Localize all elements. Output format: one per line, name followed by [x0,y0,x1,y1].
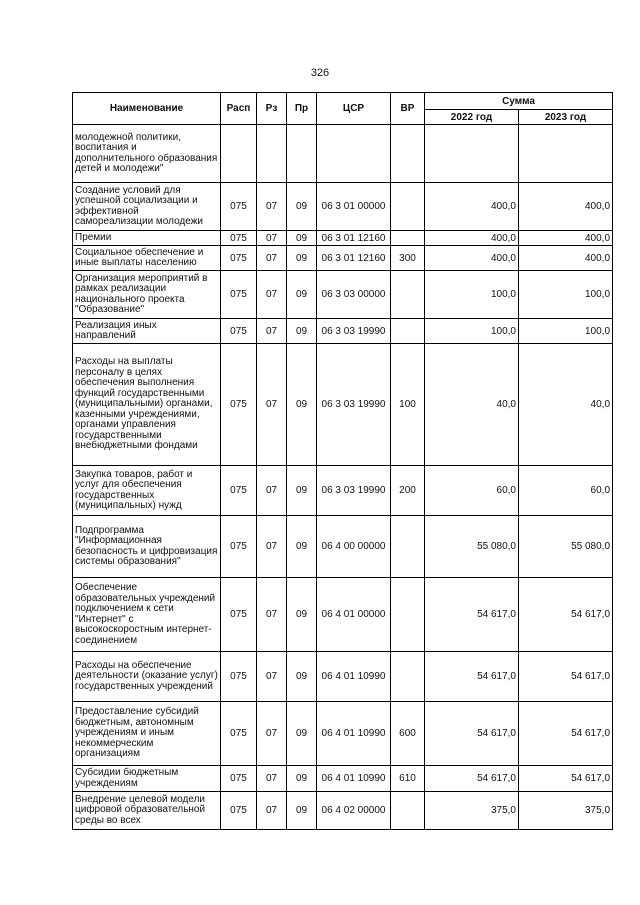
row-rz [257,125,287,183]
row-vr: 300 [391,246,425,271]
row-csr: 06 3 03 19990 [317,319,391,344]
row-rasp: 075 [221,792,257,830]
row-pr: 09 [287,578,317,652]
row-sum-2023: 54 617,0 [519,766,613,792]
row-rasp: 075 [221,344,257,466]
row-name: Создание условий для успешной социализации и эффективной самореализации молодежи [73,183,221,231]
row-vr [391,578,425,652]
row-rz: 07 [257,578,287,652]
row-vr: 610 [391,766,425,792]
row-sum-2023: 54 617,0 [519,578,613,652]
row-pr: 09 [287,344,317,466]
row-pr: 09 [287,466,317,516]
row-csr: 06 4 01 10990 [317,652,391,702]
row-name: Социальное обеспечение и иные выплаты населению [73,246,221,271]
header-2023: 2023 год [519,110,613,125]
row-sum-2022: 54 617,0 [425,652,519,702]
row-rz: 07 [257,271,287,319]
table-row [73,466,613,516]
row-vr [391,792,425,830]
row-rasp: 075 [221,271,257,319]
row-name: Закупка товаров, работ и услуг для обеспечения государственных (муниципальных) нужд [73,466,221,516]
row-sum-2022 [425,125,519,183]
row-pr: 09 [287,231,317,246]
row-rasp: 075 [221,652,257,702]
row-csr [317,125,391,183]
row-rasp: 075 [221,702,257,766]
row-pr: 09 [287,271,317,319]
row-csr: 06 3 01 00000 [317,183,391,231]
row-csr: 06 4 01 00000 [317,578,391,652]
page-number: 326 [310,67,330,79]
table-row [73,231,613,246]
row-rz: 07 [257,792,287,830]
row-sum-2023: 54 617,0 [519,652,613,702]
row-vr: 600 [391,702,425,766]
row-sum-2022: 100,0 [425,319,519,344]
row-vr [391,516,425,578]
row-rasp: 075 [221,183,257,231]
row-sum-2023: 60,0 [519,466,613,516]
row-sum-2023: 55 080,0 [519,516,613,578]
table-row [73,319,613,344]
row-csr: 06 4 01 10990 [317,702,391,766]
row-name: Внедрение целевой модели цифровой образовательной среды во всех [73,792,221,830]
row-pr: 09 [287,516,317,578]
table-row [73,792,613,830]
row-pr: 09 [287,183,317,231]
row-rz: 07 [257,652,287,702]
row-rz: 07 [257,319,287,344]
row-name: Реализация иных направлений [73,319,221,344]
row-rz: 07 [257,246,287,271]
row-rz: 07 [257,344,287,466]
row-sum-2023: 400,0 [519,246,613,271]
row-csr: 06 4 02 00000 [317,792,391,830]
row-rz: 07 [257,516,287,578]
row-rz: 07 [257,231,287,246]
row-name: Организация мероприятий в рамках реализации национального проекта "Образование" [73,271,221,319]
budget-table [72,92,613,830]
row-rasp: 075 [221,466,257,516]
row-rasp: 075 [221,516,257,578]
row-vr [391,125,425,183]
row-rasp: 075 [221,246,257,271]
row-pr: 09 [287,652,317,702]
row-sum-2022: 55 080,0 [425,516,519,578]
row-name: Расходы на выплаты персоналу в целях обеспечения выполнения функций государственными (муниципальными) органами, казенными учреждениями, органами управления государственными внебюджетными фондами [73,344,221,466]
row-name: молодежной политики, воспитания и дополнительного образования детей и молодежи" [73,125,221,183]
row-sum-2023: 100,0 [519,319,613,344]
table-row [73,183,613,231]
row-csr: 06 4 01 10990 [317,766,391,792]
header-pr: Пр [287,93,317,125]
row-sum-2023: 100,0 [519,271,613,319]
row-pr: 09 [287,702,317,766]
row-csr: 06 3 03 19990 [317,344,391,466]
row-name: Расходы на обеспечение деятельности (оказание услуг) государственных учреждений [73,652,221,702]
row-rasp: 075 [221,231,257,246]
row-vr: 200 [391,466,425,516]
row-vr [391,183,425,231]
row-sum-2022: 54 617,0 [425,766,519,792]
row-vr [391,271,425,319]
row-sum-2022: 54 617,0 [425,702,519,766]
row-pr: 09 [287,319,317,344]
row-rz: 07 [257,183,287,231]
row-csr: 06 3 01 12160 [317,246,391,271]
table-row [73,125,613,183]
row-sum-2022: 375,0 [425,792,519,830]
row-rz: 07 [257,466,287,516]
table-row [73,271,613,319]
row-sum-2023: 400,0 [519,183,613,231]
table-body [73,125,613,830]
row-rasp: 075 [221,578,257,652]
row-sum-2023: 40,0 [519,344,613,466]
row-sum-2022: 400,0 [425,246,519,271]
row-pr: 09 [287,792,317,830]
row-vr [391,231,425,246]
header-name: Наименование [73,93,221,125]
row-csr: 06 3 01 12160 [317,231,391,246]
row-pr: 09 [287,766,317,792]
row-sum-2023 [519,125,613,183]
row-sum-2022: 54 617,0 [425,578,519,652]
header-rz: Рз [257,93,287,125]
header-csr: ЦСР [317,93,391,125]
table-row [73,766,613,792]
row-csr: 06 3 03 19990 [317,466,391,516]
row-name: Подпрограмма "Информационная безопасность и цифровизация системы образования" [73,516,221,578]
row-vr: 100 [391,344,425,466]
row-sum-2022: 40,0 [425,344,519,466]
table-row [73,652,613,702]
row-pr: 09 [287,246,317,271]
row-csr: 06 4 00 00000 [317,516,391,578]
table-row [73,246,613,271]
row-sum-2022: 60,0 [425,466,519,516]
row-rz: 07 [257,702,287,766]
row-sum-2022: 400,0 [425,183,519,231]
row-sum-2023: 375,0 [519,792,613,830]
row-rasp [221,125,257,183]
header-vr: ВР [391,93,425,125]
row-rasp: 075 [221,766,257,792]
table-row [73,578,613,652]
header-sum: Сумма [425,93,613,110]
row-vr [391,319,425,344]
table-row [73,702,613,766]
row-vr [391,652,425,702]
row-sum-2022: 400,0 [425,231,519,246]
row-name: Премии [73,231,221,246]
row-sum-2023: 400,0 [519,231,613,246]
row-rasp: 075 [221,319,257,344]
header-2022: 2022 год [425,110,519,125]
table-row [73,516,613,578]
row-pr [287,125,317,183]
row-sum-2022: 100,0 [425,271,519,319]
row-name: Субсидии бюджетным учреждениям [73,766,221,792]
row-csr: 06 3 03 00000 [317,271,391,319]
table-row [73,344,613,466]
row-rz: 07 [257,766,287,792]
row-name: Обеспечение образовательных учреждений подключением к сети "Интернет" с высокоскоростным интернет-соединением [73,578,221,652]
header-rasp: Расп [221,93,257,125]
row-name: Предоставление субсидий бюджетным, автономным учреждениям и иным некоммерческим организациям [73,702,221,766]
row-sum-2023: 54 617,0 [519,702,613,766]
